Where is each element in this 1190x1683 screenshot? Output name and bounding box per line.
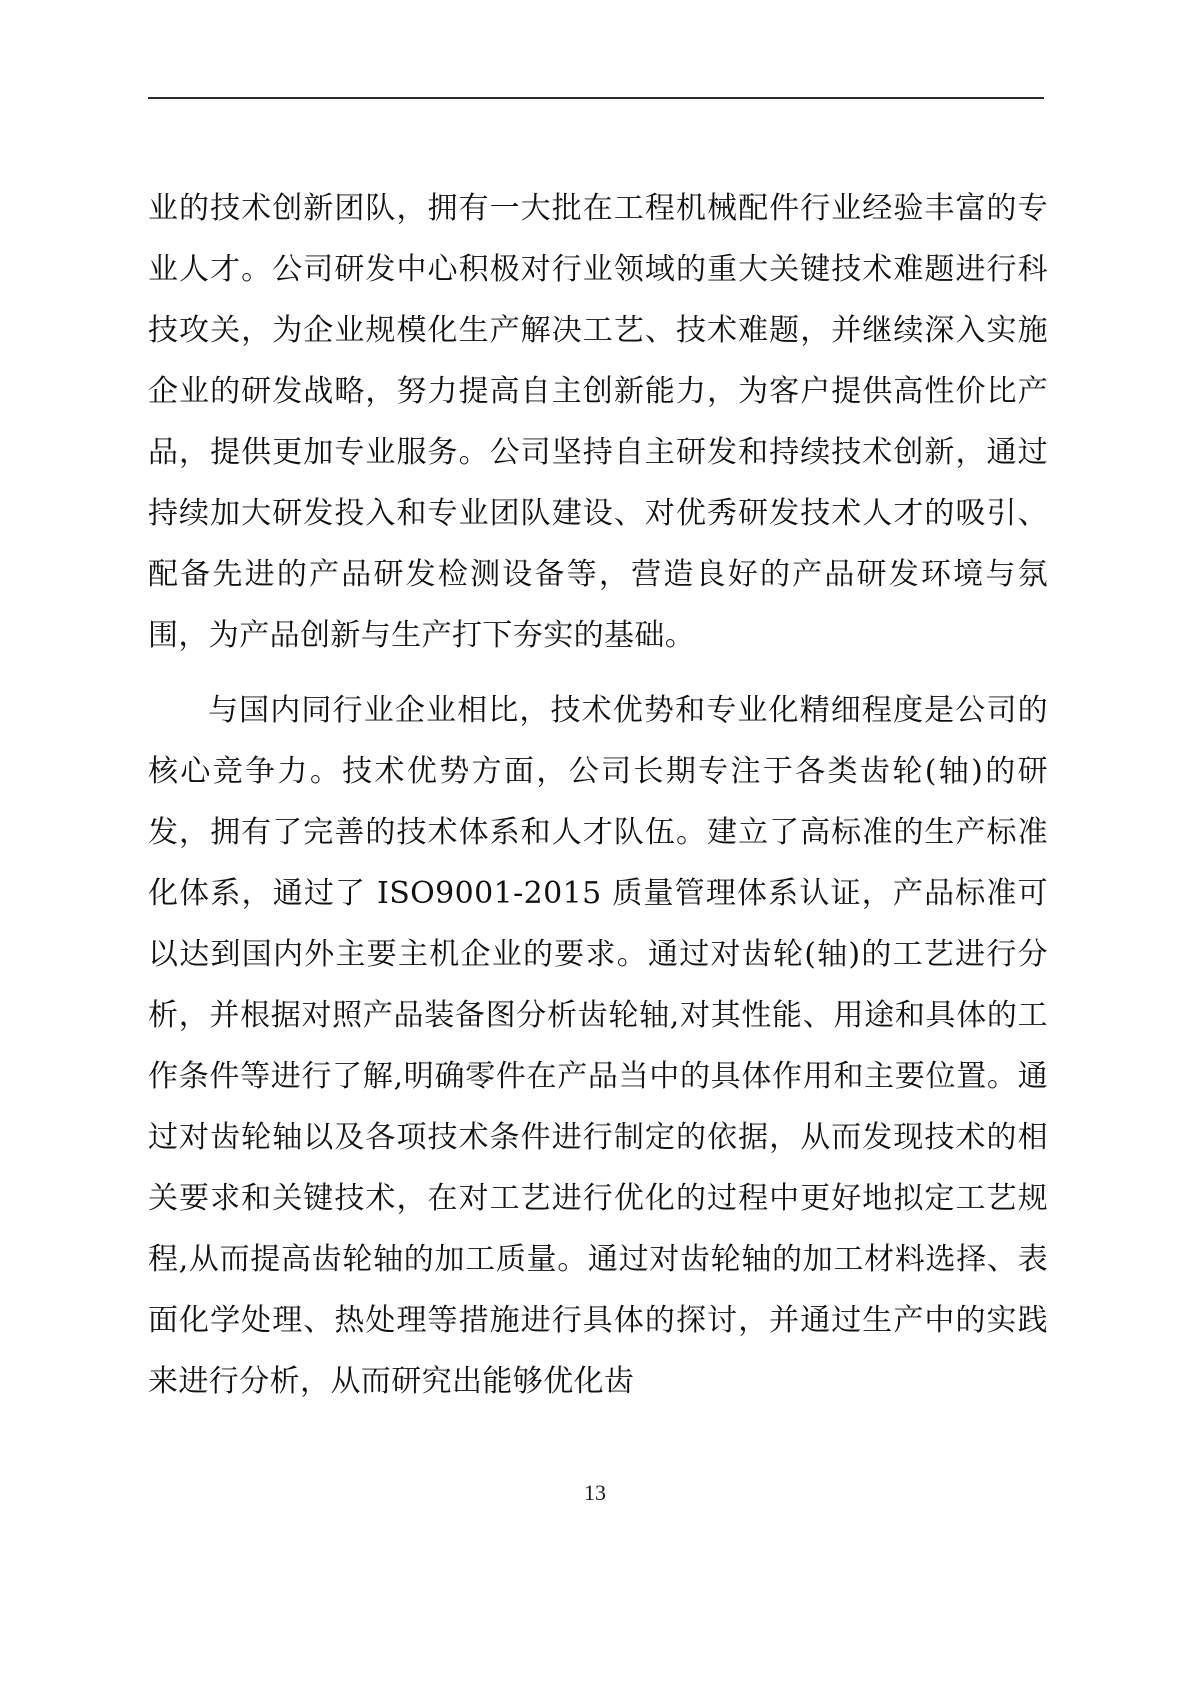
page-number: 13 <box>584 1480 606 1505</box>
document-body <box>148 178 1048 1426</box>
paragraph-1: 业的技术创新团队，拥有一大批在工程机械配件行业经验丰富的专业人才。公司研发中心积极对行业领域的重大关键技术难题进行科技攻关，为企业规模化生产解决工艺、技术难题，并继续深入实施企业的研发战略，努力提高自主创新能力，为客户提供高性价比产品，提供更加专业服务。公司坚持自主研发和持续技术创新，通过持续加大研发投入和专业团队建设、对优秀研发技术人才的吸引、配备先进的产品研发检测设备等，营造良好的产品研发环境与氛围，为产品创新与生产打下夯实的基础。 <box>148 191 1048 653</box>
header-divider <box>148 97 1044 99</box>
paragraph-2: 与国内同行业企业相比，技术优势和专业化精细程度是公司的核心竞争力。技术优势方面，公司长期专注于各类齿轮(轴)的研发，拥有了完善的技术体系和人才队伍。建立了高标准的生产标准化体系，通过了 ISO9001-2015 质量管理体系认证，产品标准可以达到国内外主要主机企业的要求。通过对齿轮(轴)的工艺进行分析，并根据对照产品装备图分析齿轮轴,对其性能、用途和具体的工作条件等进行了解,明确零件在产品当中的具体作用和主要位置。通过对齿轮轴以及各项技术条件进行制定的依据，从而发现技术的相关要求和关键技术，在对工艺进行优化的过程中更好地拟定工艺规程,从而提高齿轮轴的加工质量。通过对齿轮轴的加工材料选择、表面化学处理、热处理等措施进行具体的探讨，并通过生产中的实践来进行分析，从而研究出能够优化齿 <box>148 693 1048 1399</box>
